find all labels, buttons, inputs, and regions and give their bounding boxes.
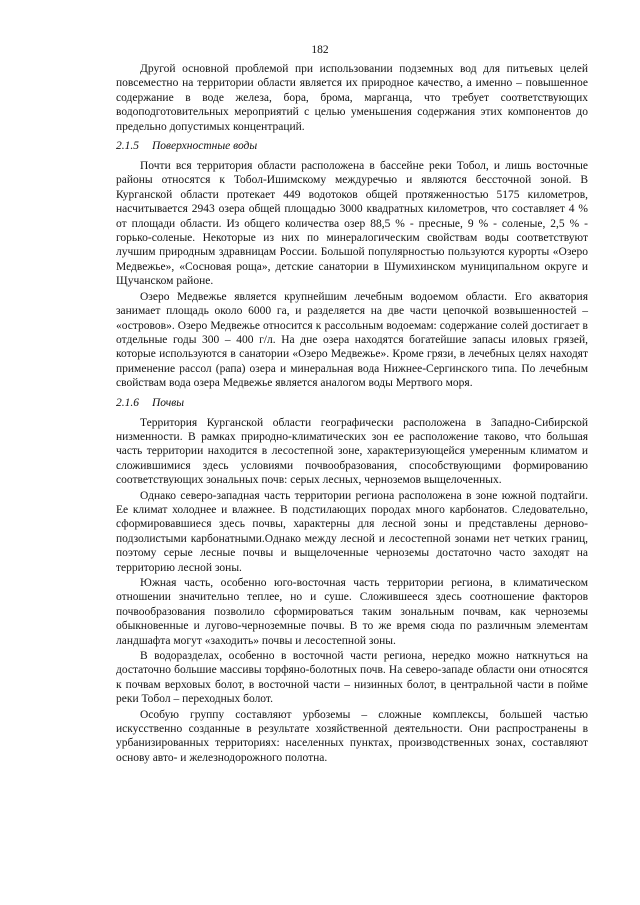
section-heading-2-1-5 [116,139,588,153]
section-title: Поверхностные воды [152,140,258,153]
paragraph: Озеро Медвежье является крупнейшим лечебным водоемом области. Его акватория занимает площадь около 6000 га, и разделяется на две части цепочкой возвышенностей – «островов». Озеро Медвежье относится к рассольным водоемам: содержание солей достигает в отдельные годы 300 – 400 г/л. На дне озера находятся богатейшие запасы иловых грязей, которые используются в санатории «Озеро Медвежье». Кроме грязи, в лечебных целях находят применение рассол (рапа) озера и минеральная вода Нижнее-Сергинского типа. По лечебным свойствам вода озера Медвежье является аналогом воды Мертвого моря. [116,290,588,390]
paragraph: Особую группу составляют урбоземы – сложные комплексы, большей частью искусственно созданные в результате хозяйственной деятельности. Они распространены в урбанизированных территориях: населенных пунктах, производственных зонах, составляют основу авто- и железнодорожного полотна. [116,708,588,764]
paragraph: Территория Курганской области географически расположена в Западно-Сибирской низменности. В рамках природно-климатических зон ее расположение таково, что большая часть территории находится в лесостепной зоне, характеризующейся умеренным климатом и сложившимися здесь условиями почвообразования, способствующими формированию соответствующих зональных почв: серых лесных, черноземов выщелоченных. [116,416,588,487]
intro-paragraph: Другой основной проблемой при использовании подземных вод для питьевых целей повсеместно на территории области является их природное качество, а именно – повышенное содержание в воде железа, бора, брома, марганца, что требует соответствующих водоподготовительных мероприятий с целью уменьшения содержания этих компонентов до предельно допустимых концентраций. [116,63,588,133]
paragraph: В водоразделах, особенно в восточной части региона, нередко можно наткнуться на достаточно большие массивы торфяно-болотных почв. На северо-западе области они относятся к почвам верховых болот, в восточной части – низинных болот, в центральной части в пойме реки Тобол – переходных болот. [116,650,588,706]
paragraph: Однако северо-западная часть территории региона расположена в зоне южной подтайги. Ее климат холоднее и влажнее. В подстилающих породах много карбонатов. Следовательно, сформировавшиеся здесь почвы, характерны для лесной зоны и представлены дерново-подзолистыми карбонатными.Однако между лесной и лесостепной зонами нет четких границ, поэтому серые лесные почвы и выщелоченные черноземы достаточно часто заходят на территорию лесной зоны. [116,489,588,574]
paragraph: Почти вся территория области расположена в бассейне реки Тобол, и лишь восточные районы относятся к Тобол-Ишимскому междуречью и являются бессточной зоной. В Курганской области протекает 449 водотоков общей протяженностью 5175 километров, насчитывается 2943 озера общей площадью 3000 квадратных километров, что составляет 4 % от площади области. Из общего количества озер 88,5 % - пресные, 9 % - соленые, 2,5 % - горько-соленые. Некоторые из них по минералогическим свойствам воды соответствуют лучшим природным здравницам России. Большой популярностью пользуются курорты «Озеро Медвежье», «Сосновая роща», детские санатории в Шумихинском муниципальном округе и Щучанском районе. [116,160,588,288]
page-content [116,62,588,766]
section-title: Почвы [152,396,185,409]
section-heading-2-1-6 [116,396,588,410]
page-number: 182 [311,44,329,56]
section-number: 2.1.6 [116,396,139,409]
section-number: 2.1.5 [116,140,139,153]
paragraph: Южная часть, особенно юго-восточная часть территории региона, в климатическом отношении значительно теплее, но и суше. Сложившееся здесь соотношение факторов почвообразования позволило сформироваться таким зональным почвам, как черноземы обыкновенные и лугово-черноземные почвы. В то же время сюда по различным элементам ландшафта могут «заходить» почвы и лесостепной зоны. [116,577,588,647]
